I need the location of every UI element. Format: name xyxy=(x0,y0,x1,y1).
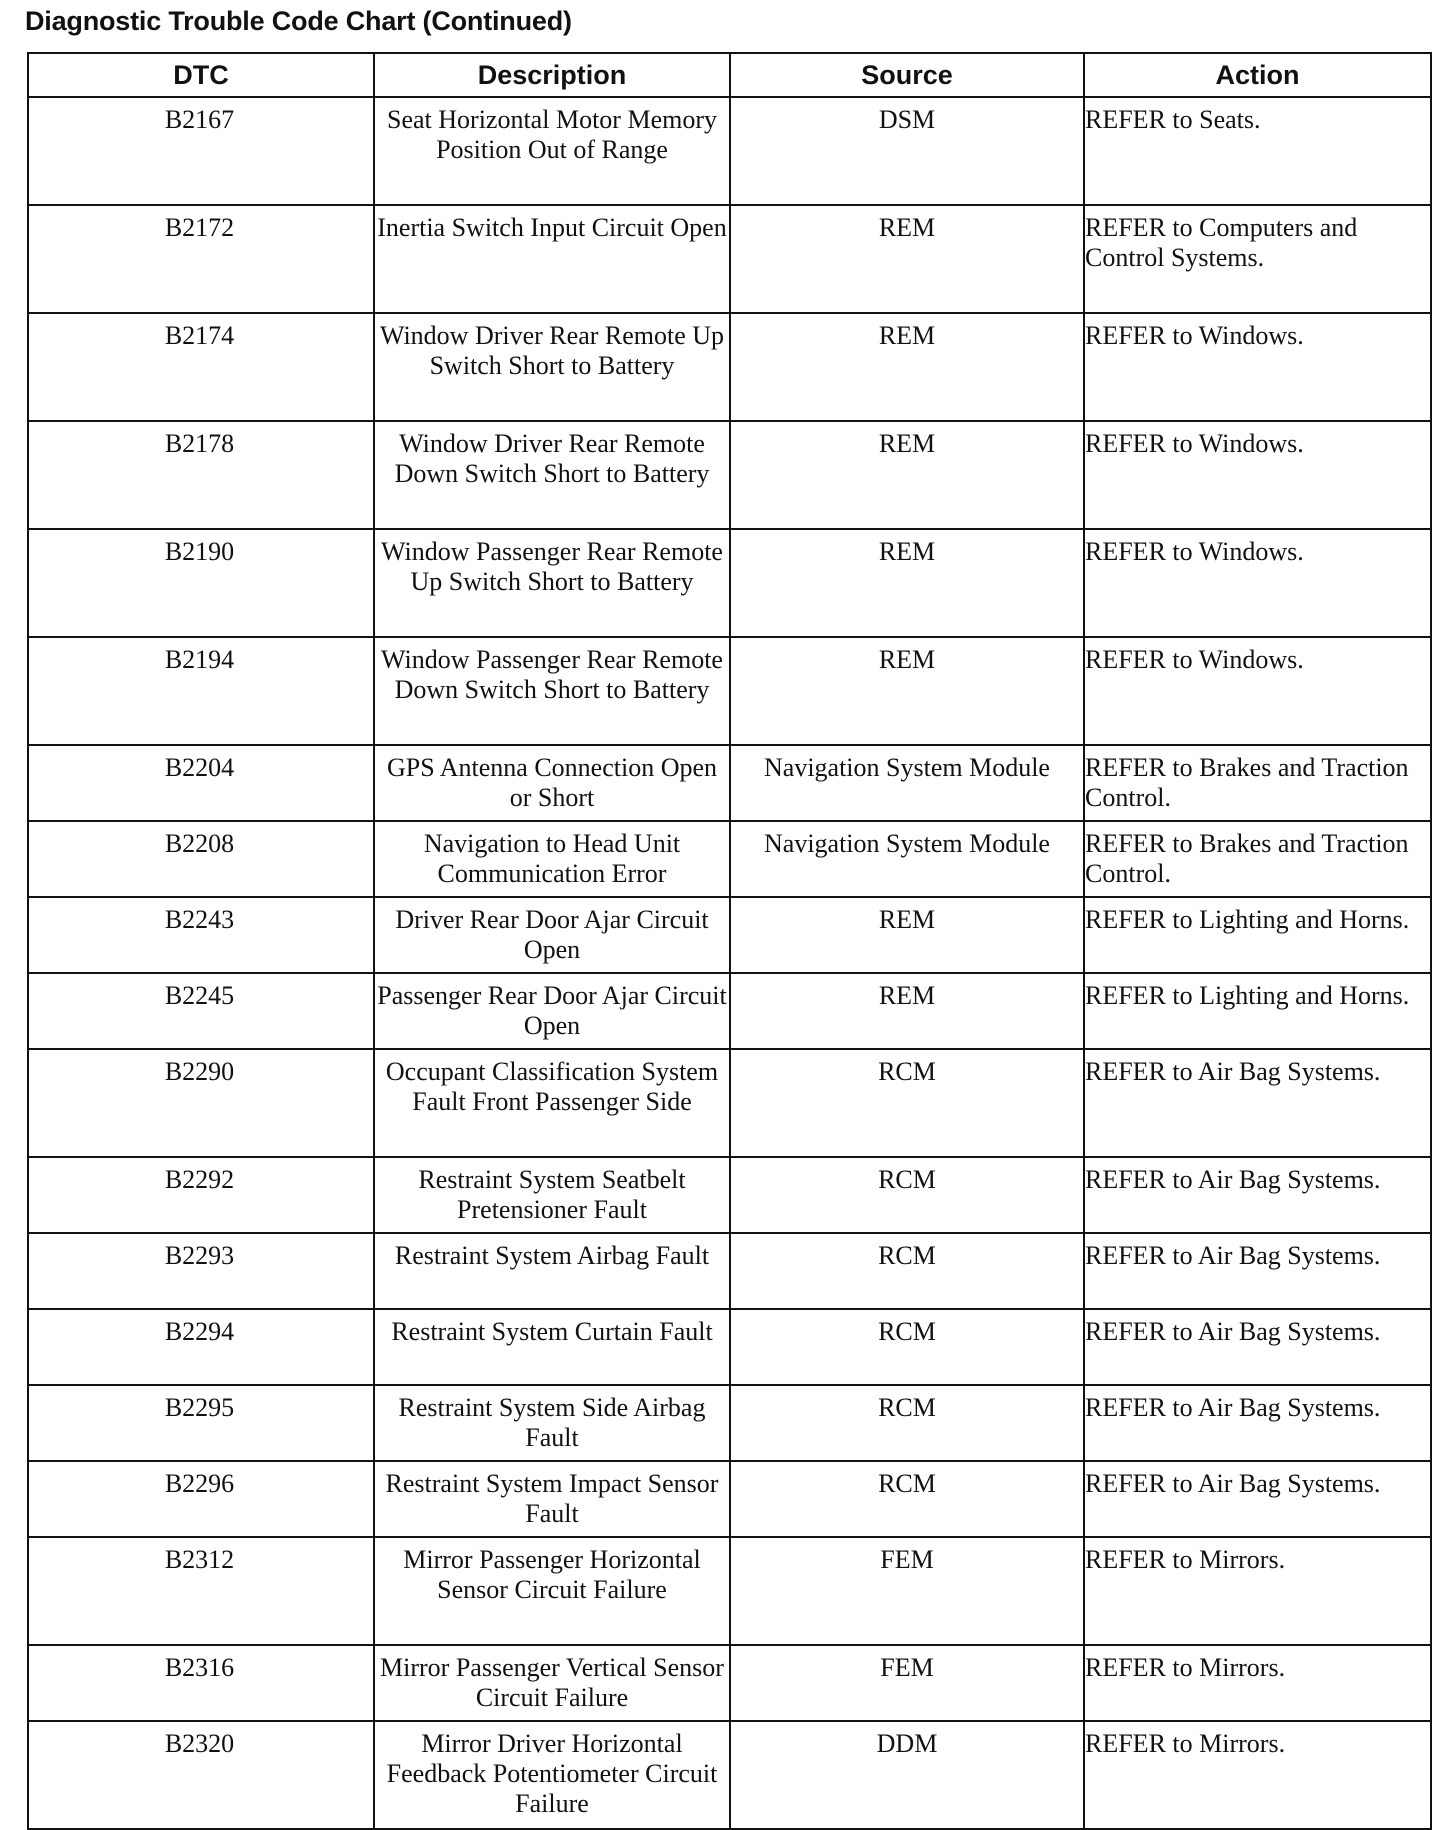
table-row xyxy=(28,1233,1431,1309)
column-header-source: Source xyxy=(730,53,1084,97)
description-cell: Restraint System Curtain Fault xyxy=(374,1309,730,1385)
action-cell: REFER to Air Bag Systems. xyxy=(1084,1049,1431,1157)
header-row xyxy=(28,53,1431,97)
source-cell: REM xyxy=(730,205,1084,313)
table-row xyxy=(28,1049,1431,1157)
source-cell: REM xyxy=(730,529,1084,637)
dtc-cell: B2312 xyxy=(28,1537,374,1645)
dtc-cell: B2290 xyxy=(28,1049,374,1157)
description-cell: Seat Horizontal Motor Memory Position Out of Range xyxy=(374,97,730,205)
action-cell: REFER to Air Bag Systems. xyxy=(1084,1461,1431,1537)
dtc-cell: B2316 xyxy=(28,1645,374,1721)
source-cell: RCM xyxy=(730,1233,1084,1309)
table-row xyxy=(28,1721,1431,1829)
dtc-cell: B2194 xyxy=(28,637,374,745)
dtc-cell: B2320 xyxy=(28,1721,374,1829)
description-cell: Inertia Switch Input Circuit Open xyxy=(374,205,730,313)
table-row xyxy=(28,313,1431,421)
dtc-cell: B2208 xyxy=(28,821,374,897)
description-cell: Window Passenger Rear Remote Down Switch Short to Battery xyxy=(374,637,730,745)
table-row xyxy=(28,1461,1431,1537)
source-cell: REM xyxy=(730,421,1084,529)
dtc-cell: B2296 xyxy=(28,1461,374,1537)
dtc-cell: B2292 xyxy=(28,1157,374,1233)
table-row xyxy=(28,897,1431,973)
source-cell: Navigation System Module xyxy=(730,821,1084,897)
source-cell: RCM xyxy=(730,1049,1084,1157)
action-cell: REFER to Air Bag Systems. xyxy=(1084,1233,1431,1309)
source-cell: DSM xyxy=(730,97,1084,205)
table-row xyxy=(28,973,1431,1049)
action-cell: REFER to Brakes and Traction Control. xyxy=(1084,745,1431,821)
source-cell: Navigation System Module xyxy=(730,745,1084,821)
description-cell: Passenger Rear Door Ajar Circuit Open xyxy=(374,973,730,1049)
table-row xyxy=(28,1309,1431,1385)
action-cell: REFER to Windows. xyxy=(1084,313,1431,421)
action-cell: REFER to Seats. xyxy=(1084,97,1431,205)
dtc-cell: B2167 xyxy=(28,97,374,205)
source-cell: RCM xyxy=(730,1461,1084,1537)
dtc-cell: B2293 xyxy=(28,1233,374,1309)
source-cell: DDM xyxy=(730,1721,1084,1829)
source-cell: RCM xyxy=(730,1385,1084,1461)
action-cell: REFER to Lighting and Horns. xyxy=(1084,897,1431,973)
source-cell: REM xyxy=(730,897,1084,973)
description-cell: Restraint System Impact Sensor Fault xyxy=(374,1461,730,1537)
source-cell: REM xyxy=(730,973,1084,1049)
source-cell: REM xyxy=(730,637,1084,745)
source-cell: RCM xyxy=(730,1157,1084,1233)
action-cell: REFER to Windows. xyxy=(1084,637,1431,745)
description-cell: Window Passenger Rear Remote Up Switch Short to Battery xyxy=(374,529,730,637)
action-cell: REFER to Lighting and Horns. xyxy=(1084,973,1431,1049)
description-cell: Restraint System Seatbelt Pretensioner Fault xyxy=(374,1157,730,1233)
description-cell: Window Driver Rear Remote Up Switch Short to Battery xyxy=(374,313,730,421)
action-cell: REFER to Air Bag Systems. xyxy=(1084,1157,1431,1233)
source-cell: REM xyxy=(730,313,1084,421)
table-row xyxy=(28,1645,1431,1721)
action-cell: REFER to Air Bag Systems. xyxy=(1084,1385,1431,1461)
dtc-cell: B2294 xyxy=(28,1309,374,1385)
source-cell: FEM xyxy=(730,1537,1084,1645)
dtc-cell: B2245 xyxy=(28,973,374,1049)
column-header-dtc: DTC xyxy=(28,53,374,97)
description-cell: Mirror Passenger Horizontal Sensor Circuit Failure xyxy=(374,1537,730,1645)
column-header-action: Action xyxy=(1084,53,1431,97)
action-cell: REFER to Air Bag Systems. xyxy=(1084,1309,1431,1385)
dtc-cell: B2174 xyxy=(28,313,374,421)
source-cell: RCM xyxy=(730,1309,1084,1385)
table-row xyxy=(28,637,1431,745)
dtc-table xyxy=(27,52,1432,1830)
action-cell: REFER to Mirrors. xyxy=(1084,1537,1431,1645)
table-row xyxy=(28,1537,1431,1645)
dtc-cell: B2178 xyxy=(28,421,374,529)
table-row xyxy=(28,529,1431,637)
description-cell: GPS Antenna Connection Open or Short xyxy=(374,745,730,821)
action-cell: REFER to Mirrors. xyxy=(1084,1721,1431,1829)
dtc-cell: B2190 xyxy=(28,529,374,637)
description-cell: Window Driver Rear Remote Down Switch Short to Battery xyxy=(374,421,730,529)
dtc-cell: B2204 xyxy=(28,745,374,821)
description-cell: Restraint System Airbag Fault xyxy=(374,1233,730,1309)
action-cell: REFER to Windows. xyxy=(1084,421,1431,529)
description-cell: Driver Rear Door Ajar Circuit Open xyxy=(374,897,730,973)
page-title: Diagnostic Trouble Code Chart (Continued) xyxy=(25,6,572,36)
table-row xyxy=(28,421,1431,529)
description-cell: Occupant Classification System Fault Front Passenger Side xyxy=(374,1049,730,1157)
action-cell: REFER to Computers and Control Systems. xyxy=(1084,205,1431,313)
description-cell: Mirror Passenger Vertical Sensor Circuit Failure xyxy=(374,1645,730,1721)
table-row xyxy=(28,97,1431,205)
column-header-description: Description xyxy=(374,53,730,97)
table-row xyxy=(28,745,1431,821)
table-row xyxy=(28,1157,1431,1233)
action-cell: REFER to Brakes and Traction Control. xyxy=(1084,821,1431,897)
description-cell: Navigation to Head Unit Communication Error xyxy=(374,821,730,897)
table-row xyxy=(28,1385,1431,1461)
dtc-cell: B2295 xyxy=(28,1385,374,1461)
source-cell: FEM xyxy=(730,1645,1084,1721)
description-cell: Restraint System Side Airbag Fault xyxy=(374,1385,730,1461)
action-cell: REFER to Windows. xyxy=(1084,529,1431,637)
dtc-cell: B2243 xyxy=(28,897,374,973)
table-row xyxy=(28,821,1431,897)
table-row xyxy=(28,205,1431,313)
action-cell: REFER to Mirrors. xyxy=(1084,1645,1431,1721)
description-cell: Mirror Driver Horizontal Feedback Potentiometer Circuit Failure xyxy=(374,1721,730,1829)
dtc-cell: B2172 xyxy=(28,205,374,313)
